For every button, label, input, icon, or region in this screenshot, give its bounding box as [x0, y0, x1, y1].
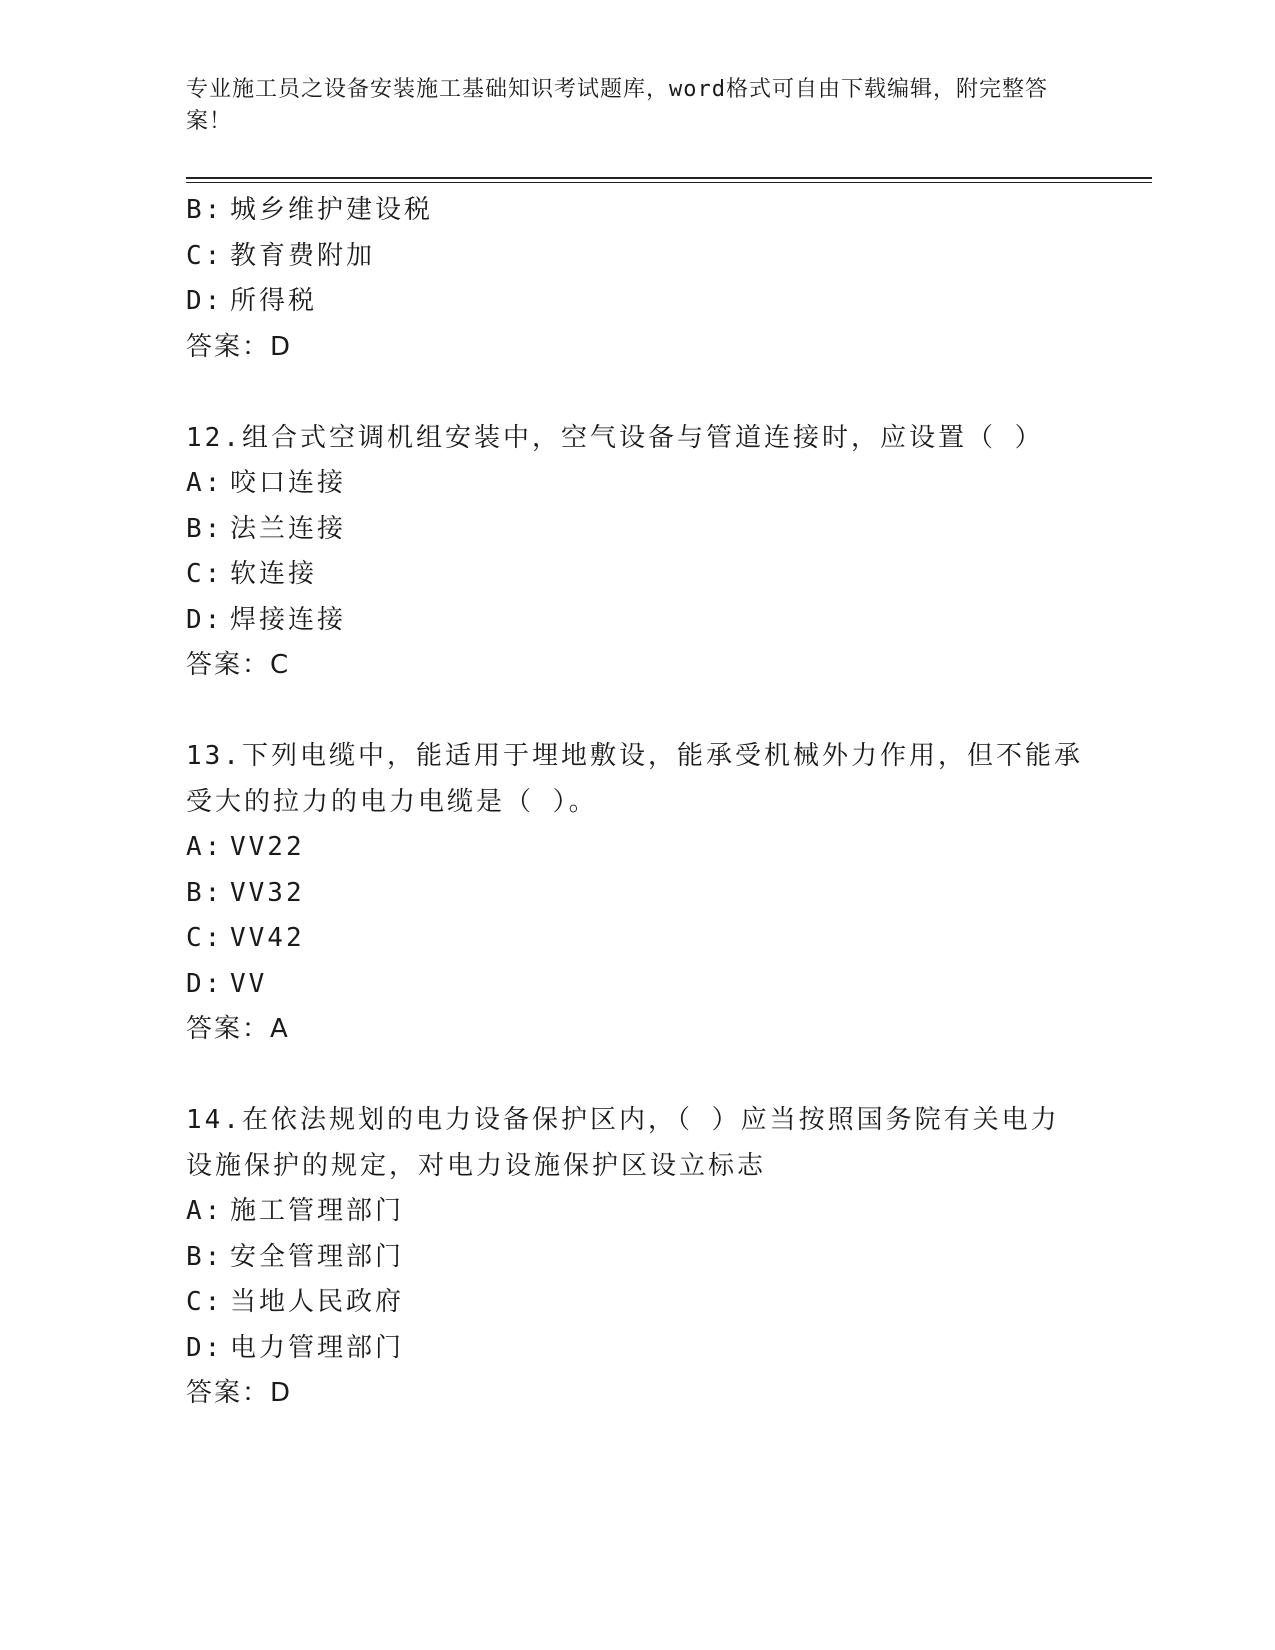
answer: 答案：D [186, 331, 293, 362]
answer: 答案：D [186, 1378, 293, 1408]
option-key: A: [186, 832, 224, 862]
option-text: VV22 [230, 832, 305, 862]
answer: 答案：C [186, 650, 291, 680]
question-text: 13.下列电缆中，能适用于埋地敷设，能承受机械外力作用，但不能承受大的拉力的电力电缆是（ ）。 [186, 741, 1083, 817]
option-key: D: [186, 286, 224, 316]
option-key: B: [186, 513, 224, 544]
option-d [186, 962, 1086, 1008]
question-14 [186, 1098, 1086, 1417]
option-key: C: [186, 1287, 224, 1317]
option-c [186, 1280, 1086, 1326]
option-b [186, 871, 1086, 917]
option-b [186, 188, 1086, 234]
option-b [186, 1235, 1086, 1281]
answer: 答案：A [186, 1014, 290, 1044]
option-text: 当地人民政府 [230, 1287, 405, 1317]
question-text: 12.组合式空调机组安装中，空气设备与管道连接时，应设置（ ） [186, 422, 1044, 453]
option-key: C: [186, 559, 224, 589]
option-d [186, 279, 1086, 325]
question-partial [186, 188, 1086, 370]
option-text: 法兰连接 [230, 513, 347, 544]
option-text: VV [230, 968, 268, 999]
option-text: 软连接 [230, 559, 318, 589]
option-key: D: [186, 1332, 224, 1363]
option-a [186, 825, 1086, 871]
option-text: 焊接连接 [230, 604, 347, 635]
option-d [186, 1326, 1086, 1372]
document-header: 专业施工员之设备安装施工基础知识考试题库，word格式可自由下载编辑，附完整答案！ [186, 77, 1048, 134]
option-key: B: [186, 195, 224, 225]
option-key: D: [186, 968, 224, 999]
header-divider [186, 177, 1152, 179]
question-text: 14.在依法规划的电力设备保护区内，（ ）应当按照国务院有关电力设施保护的规定，对电力设施保护区设立标志 [186, 1105, 1060, 1181]
question-13 [186, 734, 1086, 1053]
option-text: 教育费附加 [230, 240, 376, 271]
option-text: 安全管理部门 [230, 1241, 405, 1272]
option-text: VV42 [230, 923, 305, 953]
option-text: VV32 [230, 877, 305, 908]
option-key: B: [186, 1241, 224, 1272]
option-a [186, 1189, 1086, 1235]
option-c [186, 916, 1086, 962]
option-key: B: [186, 877, 224, 908]
option-c [186, 552, 1086, 598]
option-key: A: [186, 468, 224, 498]
option-d [186, 598, 1086, 644]
option-key: C: [186, 240, 224, 271]
option-text: 电力管理部门 [230, 1332, 405, 1363]
option-c [186, 234, 1086, 280]
option-key: C: [186, 923, 224, 953]
option-key: D: [186, 604, 224, 635]
option-b [186, 507, 1086, 553]
option-text: 所得税 [230, 286, 318, 316]
option-text: 施工管理部门 [230, 1196, 405, 1226]
question-list [186, 188, 1086, 1462]
option-a [186, 461, 1086, 507]
question-12 [186, 416, 1086, 689]
option-text: 城乡维护建设税 [230, 195, 434, 225]
option-text: 咬口连接 [230, 468, 347, 498]
option-key: A: [186, 1196, 224, 1226]
header-divider-thin [186, 182, 1152, 183]
